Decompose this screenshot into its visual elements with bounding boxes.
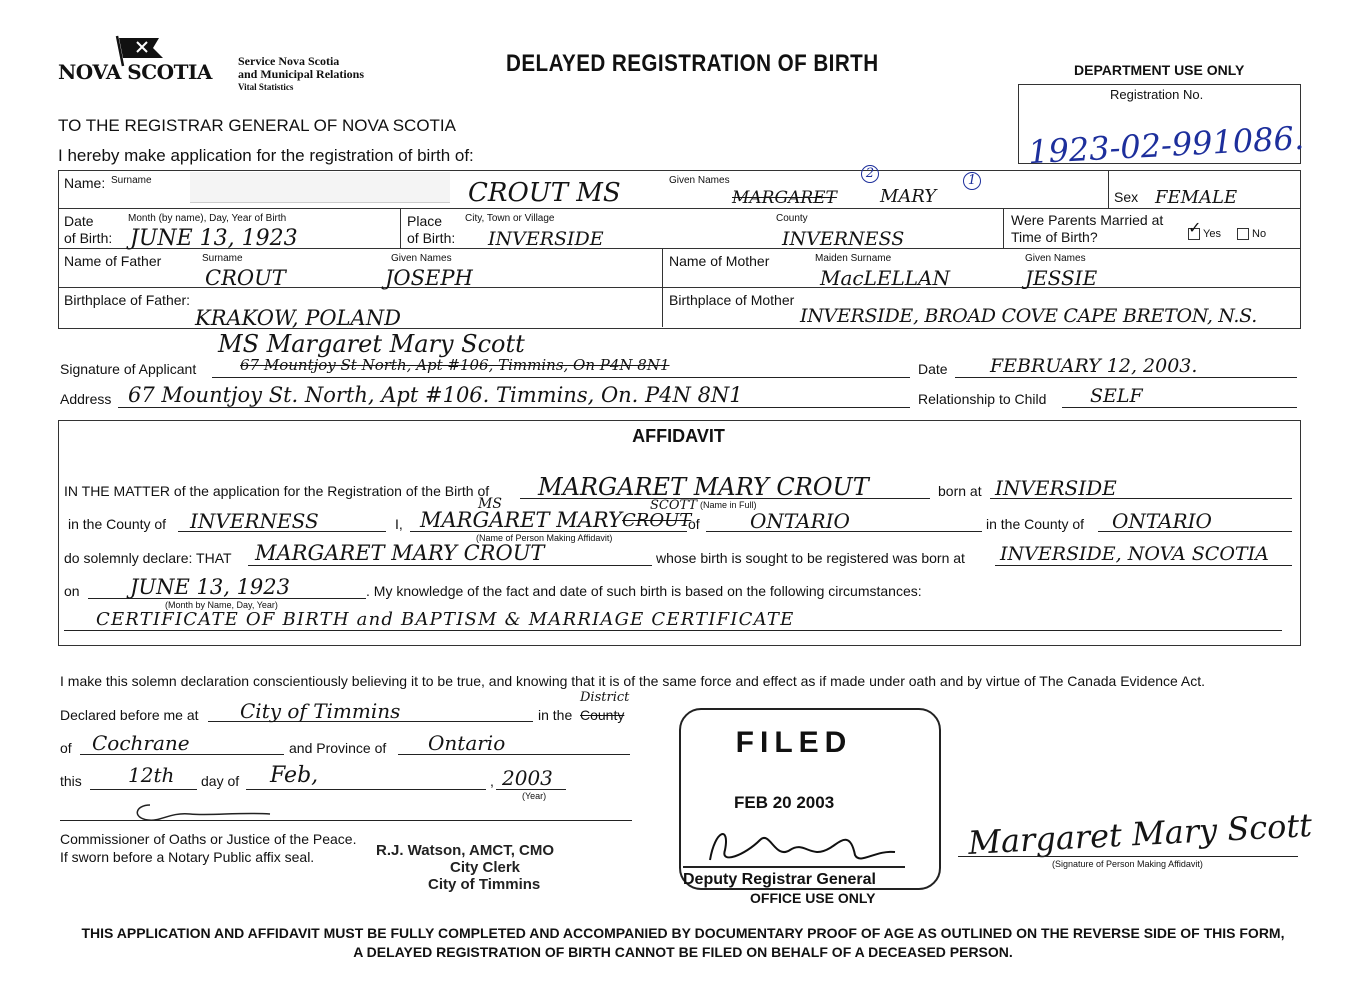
- county-hint: County: [776, 213, 808, 224]
- name-in-full-hint: (Name in Full): [700, 500, 757, 510]
- mother-name-label: Name of Mother: [669, 253, 770, 269]
- registration-number: 1923-02-991086.: [1027, 118, 1305, 172]
- of-label: of: [688, 516, 700, 532]
- affiant-ms: MS: [478, 496, 502, 512]
- clerk-stamp: [376, 842, 616, 893]
- county-struck: County: [580, 707, 625, 723]
- circumstances-value: CERTIFICATE OF BIRTH and BAPTISM & MARRIAGE CERTIFICATE: [96, 609, 795, 630]
- dob-value: JUNE 13, 1923: [130, 226, 298, 251]
- comma-separator: ,: [490, 773, 494, 789]
- signature-label: Signature of Applicant: [60, 361, 197, 377]
- of-birth-label: of Birth:: [64, 230, 113, 246]
- father-name-label: Name of Father: [64, 253, 162, 269]
- clerk-stamp-line-3: City of Timmins: [428, 876, 541, 893]
- logo-text: NOVA SCOTIA: [58, 60, 212, 84]
- place-of-birth-label: of Birth:: [407, 230, 456, 246]
- father-birthplace-label: Birthplace of Father:: [64, 292, 191, 308]
- mother-maiden-value: MacLELLAN: [820, 266, 950, 290]
- father-given-value: JOSEPH: [385, 266, 473, 290]
- date-signed-label: Date: [918, 361, 948, 377]
- month-value: Feb,: [270, 763, 319, 788]
- filed-stamp-registrar: Deputy Registrar General: [683, 871, 876, 888]
- name-label: Name:: [64, 175, 106, 191]
- on-label: on: [64, 583, 80, 599]
- mother-given-value: JESSIE: [1025, 266, 1098, 290]
- whose-value: INVERSIDE, NOVA SCOTIA: [1000, 543, 1269, 565]
- address-value: 67 Mountjoy St. North, Apt #106. Timmins, On. P4N 8N1: [128, 383, 743, 407]
- declared-label: Declared before me at: [60, 707, 199, 723]
- county2-label: in the County of: [986, 516, 1085, 532]
- year-hint: (Year): [522, 791, 547, 801]
- father-surname-hint: Surname: [202, 253, 243, 264]
- sex-value: FEMALE: [1155, 187, 1238, 208]
- registration-label: Registration No.: [1110, 87, 1204, 102]
- of-cochrane-value: Cochrane: [92, 731, 190, 755]
- redaction-patch: [190, 172, 450, 203]
- checkbox-empty-icon: [1237, 228, 1249, 240]
- surname-value: CROUT MS: [468, 178, 621, 208]
- matter-value: MARGARET MARY CROUT: [538, 473, 869, 501]
- checkbox-checked-icon: ✓: [1188, 228, 1200, 240]
- county2-value: ONTARIO: [1112, 509, 1212, 533]
- affidavit-title: AFFIDAVIT: [632, 426, 725, 446]
- i-label: I,: [395, 516, 403, 532]
- affiant-name: MARGARET MARY: [420, 508, 622, 532]
- province-value: Ontario: [428, 731, 506, 755]
- father-surname-value: CROUT: [205, 266, 286, 290]
- to-registrar-line: TO THE REGISTRAR GENERAL OF NOVA SCOTIA: [58, 116, 456, 135]
- city-value: INVERSIDE: [488, 228, 604, 250]
- of-cochrane-label: of: [60, 740, 72, 756]
- this-label: this: [60, 773, 82, 789]
- day-value: 12th: [128, 763, 175, 787]
- dept-use-title: DEPARTMENT USE ONLY: [1074, 62, 1245, 78]
- sex-label: Sex: [1114, 189, 1139, 205]
- mother-maiden-hint: Maiden Surname: [815, 253, 892, 264]
- date-signed-value: FEBRUARY 12, 2003.: [990, 355, 1198, 377]
- married-question-1: Were Parents Married at: [1011, 212, 1164, 228]
- filed-stamp-date: FEB 20 2003: [734, 793, 835, 812]
- affiant-signature: Margaret Mary Scott: [967, 806, 1313, 862]
- given-names-hint: Given Names: [669, 175, 730, 186]
- no-label: No: [1252, 228, 1267, 240]
- county-label: in the County of: [68, 516, 167, 532]
- married-question-2: Time of Birth?: [1011, 229, 1098, 245]
- apply-line: I hereby make application for the registration of birth of:: [58, 146, 474, 165]
- date-label: Date: [64, 213, 94, 229]
- department-block: [238, 55, 364, 93]
- commissioner-line-2: If sworn before a Notary Public affix seal.: [60, 849, 315, 865]
- of-value: ONTARIO: [750, 509, 850, 533]
- year-value: 2003: [502, 766, 553, 790]
- logo: [58, 34, 223, 84]
- father-given-hint: Given Names: [391, 253, 452, 264]
- declare-label: do solemnly declare: THAT: [64, 550, 232, 566]
- day-of-label: day of: [201, 773, 240, 789]
- solemn-declaration: I make this solemn declaration conscientiously believing it to be true, and knowing that it is of the same force and effect as if made under oath and by virtue of The Canada Evidence Act.: [60, 673, 1206, 689]
- relationship-value: SELF: [1090, 385, 1143, 407]
- affiant-scott: SCOTT: [650, 498, 698, 513]
- county-value: INVERNESS: [782, 228, 905, 250]
- born-at-value: INVERSIDE: [995, 476, 1117, 500]
- dept-line-2: and Municipal Relations: [238, 67, 365, 81]
- address-label: Address: [60, 391, 112, 407]
- filed-stamp-office-use: OFFICE USE ONLY: [750, 890, 876, 906]
- footer-line-1: THIS APPLICATION AND AFFIDAVIT MUST BE FULLY COMPLETED AND ACCOMPANIED BY DOCUMENTARY PROOF OF AGE AS OUTLINED ON THE REVERSE SIDE OF THIS FORM,: [81, 925, 1285, 941]
- province-label: and Province of: [289, 740, 387, 756]
- on-hint: (Month by Name, Day, Year): [165, 600, 278, 610]
- registrar-signature: [690, 820, 900, 870]
- declared-value: City of Timmins: [240, 699, 401, 723]
- given-name-struck: MARGARET: [732, 188, 837, 208]
- married-yes-checkbox[interactable]: [1188, 220, 1221, 240]
- commissioner-signature: [130, 800, 280, 830]
- whose-label: whose birth is sought to be registered was born at: [656, 550, 965, 566]
- commissioner-line-1: Commissioner of Oaths or Justice of the Peace.: [60, 831, 357, 847]
- clerk-stamp-line-2: City Clerk: [450, 859, 521, 876]
- form-title: DELAYED REGISTRATION OF BIRTH: [506, 50, 879, 77]
- footer-line-2: A DELAYED REGISTRATION OF BIRTH CANNOT BE FILED ON BEHALF OF A DECEASED PERSON.: [353, 944, 1013, 960]
- mother-birthplace-value: INVERSIDE, BROAD COVE CAPE BRETON, N.S.: [800, 305, 1257, 327]
- applicant-signature: MS Margaret Mary Scott: [218, 330, 525, 358]
- in-the-label: in the: [538, 707, 573, 723]
- yes-label: Yes: [1203, 228, 1221, 240]
- struck-address: 67 Mountjoy St North, Apt #106, Timmins, On P4N 8N1: [240, 356, 670, 374]
- clerk-stamp-line-1: R.J. Watson, AMCT, CMO: [376, 842, 555, 859]
- affiant-signature-hint: (Signature of Person Making Affidavit): [1052, 859, 1203, 869]
- born-at-label: born at: [938, 483, 982, 499]
- affiant-hint: (Name of Person Making Affidavit): [476, 533, 613, 543]
- knowledge-label: . My knowledge of the fact and date of such birth is based on the following circumstances:: [366, 583, 922, 599]
- mother-birthplace-label: Birthplace of Mother: [669, 292, 795, 308]
- mother-given-hint: Given Names: [1025, 253, 1086, 264]
- father-birthplace-value: KRAKOW, POLAND: [195, 306, 401, 330]
- dept-line-1: Service Nova Scotia: [238, 54, 340, 68]
- dept-line-3: Vital Statistics: [238, 82, 294, 92]
- declare-value: MARGARET MARY CROUT: [255, 541, 545, 565]
- married-no-checkbox[interactable]: [1237, 228, 1266, 240]
- matter-label: IN THE MATTER of the application for the Registration of the Birth of: [64, 483, 490, 499]
- dob-hint: Month (by name), Day, Year of Birth: [128, 213, 287, 224]
- county-value-affidavit: INVERNESS: [190, 509, 319, 533]
- given-mark-1: 1: [963, 172, 981, 190]
- relationship-label: Relationship to Child: [918, 391, 1047, 407]
- affiant-struck-surname: CROUT: [622, 510, 692, 531]
- district-value: District: [580, 690, 630, 705]
- filed-stamp-title: FILED: [735, 726, 853, 759]
- surname-hint: Surname: [111, 175, 152, 186]
- on-value: JUNE 13, 1923: [130, 575, 291, 599]
- place-label: Place: [407, 213, 443, 229]
- given-mark-2: 2: [861, 165, 879, 183]
- given-name-mary: MARY: [880, 186, 937, 207]
- city-hint: City, Town or Village: [465, 213, 555, 224]
